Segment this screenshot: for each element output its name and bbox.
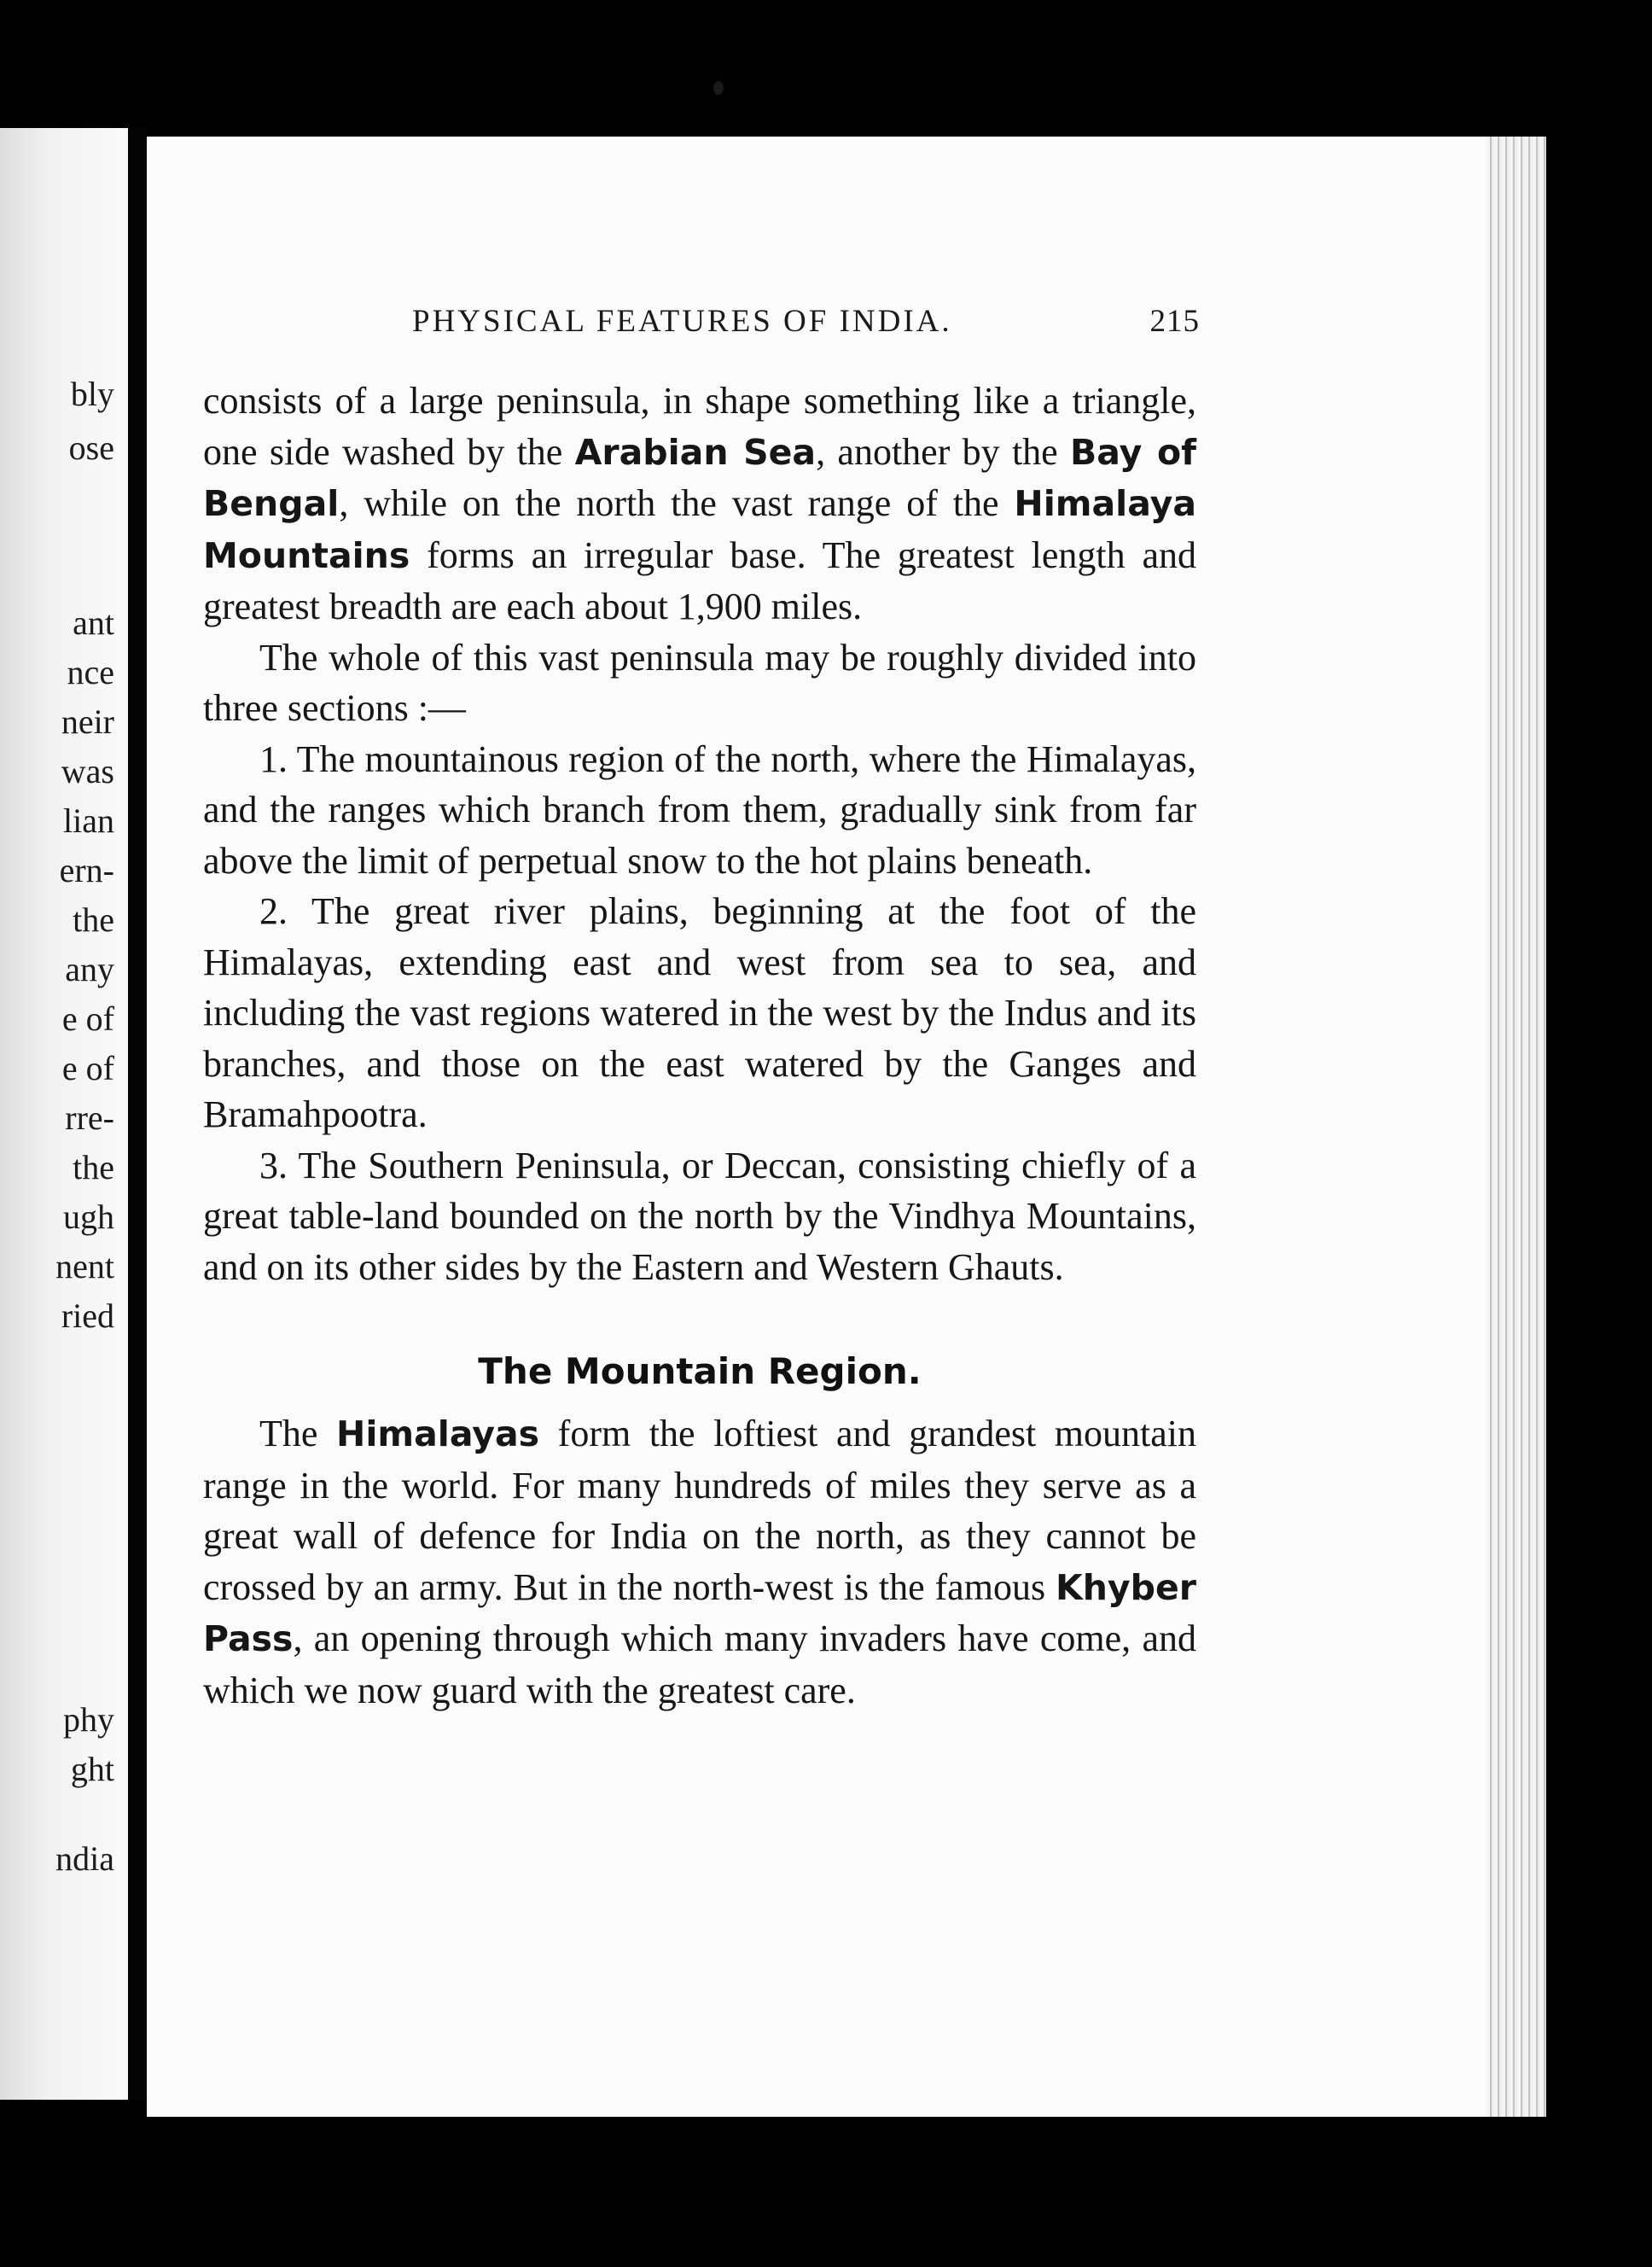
section-item: 3. The Southern Peninsula, or Deccan, consisting chiefly of a great table-land bounded on the north by the Vindhya Mountains, and on its other sides by the Eastern and Western Ghauts. [203, 1144, 1196, 1288]
facing-page-fragment: was [61, 752, 114, 790]
bold-term: Khyber Pass [203, 1566, 1196, 1659]
facing-page-fragment: neir [61, 702, 114, 741]
section-heading: The Mountain Region. [478, 1350, 922, 1392]
facing-page-fragment: e of [61, 1049, 114, 1087]
facing-page-fragment: e of [61, 999, 114, 1038]
facing-page-fragment: ugh [63, 1198, 114, 1236]
facing-page-fragment: phy [63, 1700, 114, 1739]
facing-page-fragment: ried [61, 1297, 114, 1335]
bold-term: Bay of Bengal [203, 431, 1196, 524]
mountain-region-paragraph: The Himalayas form the loftiest and grandest mountain range in the world. For many hundreds of miles they serve as a great wall of defence for India on the north, as they cannot be crossed by an army. But in the north-west is the famous Khyber Pass, an opening through which many invaders have come, and which we now guard with the greatest care. [203, 1413, 1197, 1711]
page-number: 215 [1149, 304, 1200, 339]
running-head [412, 294, 1200, 342]
intro-paragraph: consists of a large peninsula, in shape something like a triangle, one side washed by the Arabian Sea, another by the Bay of Bengal, while on the north the vast range of the Himalaya Mountains forms an irregular base. The greatest length and greatest breadth are each about 1,900 miles. [203, 380, 1196, 627]
section-item: 1. The mountainous region of the north, where the Himalayas, and the ranges which branch from them, gradually sink from far above the limit of perpetual snow to the hot plains beneath. [203, 737, 1196, 882]
sections-intro-paragraph: The whole of this vast peninsula may be roughly divided into three sections :— [203, 636, 1196, 729]
page-edges [1486, 137, 1546, 2117]
body-text [203, 376, 1196, 1716]
facing-page-fragment: nce [67, 653, 114, 691]
facing-page-fragment: any [65, 950, 114, 988]
facing-page-fragment: ern- [59, 851, 114, 889]
facing-page-fragment: ndia [55, 1839, 114, 1878]
facing-page-fragment: bly [70, 375, 114, 413]
facing-page-fragment: ght [70, 1750, 114, 1788]
facing-page [0, 128, 128, 2100]
facing-page-fragment: lian [63, 801, 114, 840]
section-item: 2. The great river plains, beginning at the foot of the Himalayas, extending east and west from sea to sea, and including the vast regions watered in the west by the Indus and its branches, and those on the east watered by the Ganges and Bramahpootra. [203, 890, 1196, 1135]
bold-term: Arabian Sea [574, 431, 817, 473]
facing-page-fragment: the [73, 1148, 114, 1186]
facing-page-fragment: ant [73, 603, 114, 642]
facing-page-fragment: the [73, 900, 114, 939]
book-gutter [128, 128, 147, 2100]
bold-term: Himalaya Mountains [203, 483, 1196, 576]
facing-page-fragment: ose [68, 428, 114, 467]
facing-page-fragment: rre- [65, 1099, 114, 1137]
facing-page-fragment: nent [55, 1247, 114, 1285]
dust-speck [713, 81, 724, 95]
bold-term: Himalayas [336, 1413, 540, 1454]
running-head-title: PHYSICAL FEATURES OF INDIA. [412, 304, 952, 339]
